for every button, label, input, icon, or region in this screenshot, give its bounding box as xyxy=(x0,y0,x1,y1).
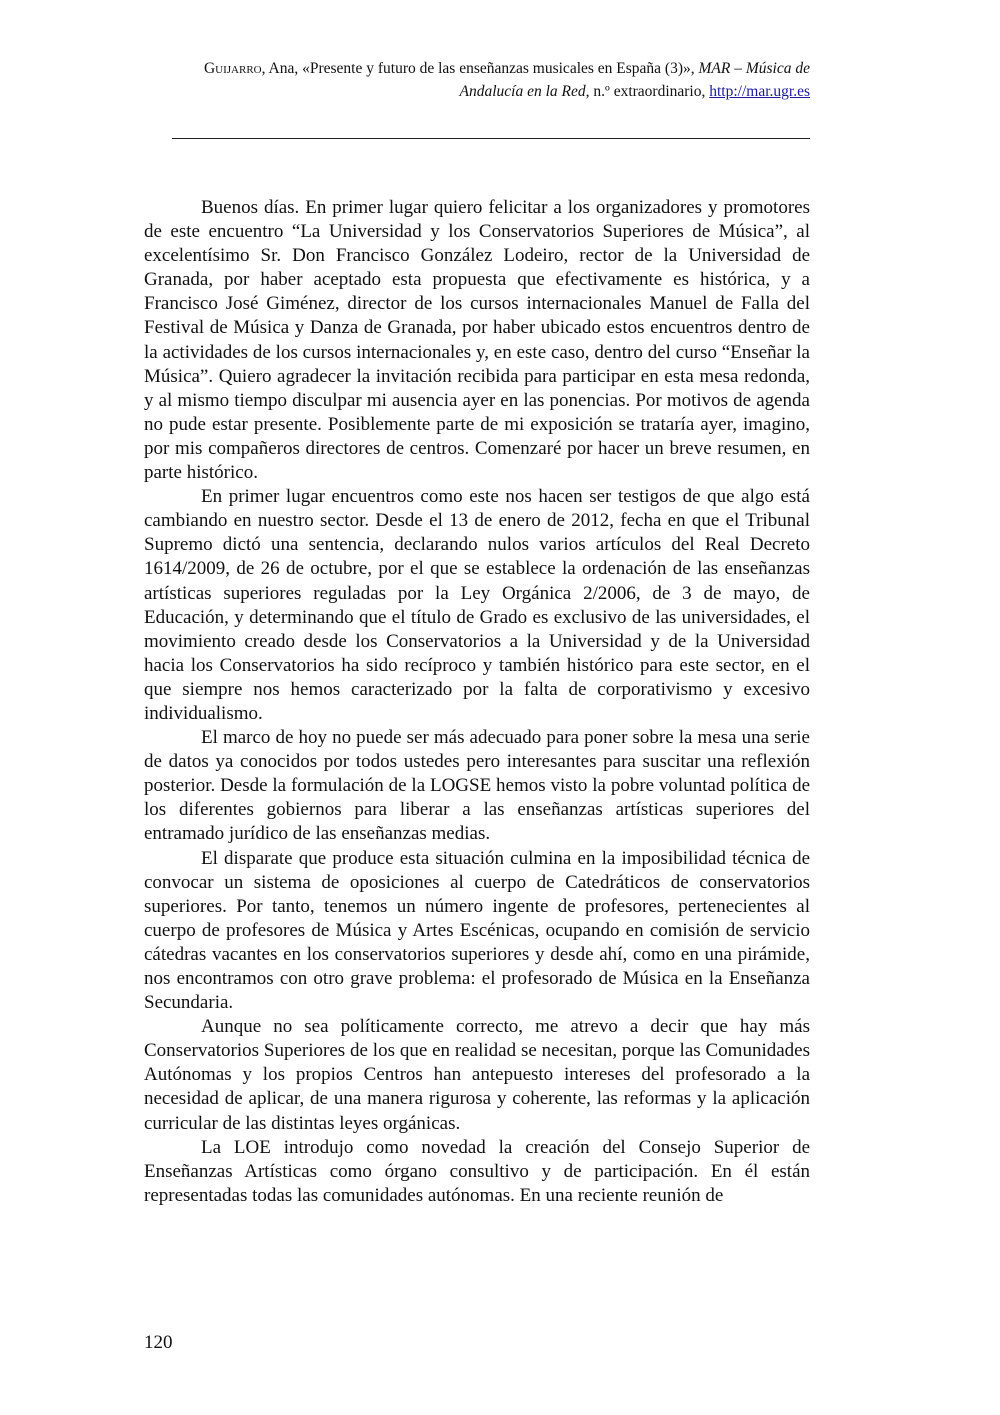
header-citation: , Ana, «Presente y futuro de las enseñanzas musicales en España (3)», xyxy=(261,60,699,77)
body-paragraph-1: Buenos días. En primer lugar quiero felicitar a los organizadores y promotores de este encuentro “La Universidad y los Conservatorios Superiores de Música”, al excelentísimo Sr. Don Francisco González Lodeiro, rector de la Universidad de Granada, por haber aceptado esta propuesta que efectivamente es histórica, y a Francisco José Giménez, director de los cursos internacionales Manuel de Falla del Festival de Música y Danza de Granada, por haber ubicado estos encuentros dentro de la actividades de los cursos internacionales y, en este caso, dentro del curso “Enseñar la Música”. Quiero agradecer la invitación recibida para participar en esta mesa redonda, y al mismo tiempo disculpar mi ausencia ayer en las ponencias. Por motivos de agenda no pude estar presente. Posiblemente parte de mi exposición se trataría ayer, imagino, por mis compañeros directores de centros. Comenzaré por hacer un breve resumen, en parte histórico. xyxy=(144,197,810,484)
body-paragraph-3: El marco de hoy no puede ser más adecuado para poner sobre la mesa una serie de datos ya conocidos por todos ustedes pero interesantes para suscitar una reflexión posterior. Desde la formulación de la LOGSE hemos visto la pobre voluntad política de los diferentes gobiernos para liberar a las enseñanzas artísticas superiores del entramado jurídico de las enseñanzas medias. xyxy=(144,727,810,845)
header-journal-subtitle: Andalucía en la Red, xyxy=(459,83,590,100)
header-issue: n.º extraordinario, xyxy=(589,83,710,100)
page-number: 120 xyxy=(144,1332,173,1353)
running-header xyxy=(172,57,810,103)
header-url-link[interactable]: http://mar.ugr.es xyxy=(709,83,810,100)
body-paragraph-6: La LOE introdujo como novedad la creación del Consejo Superior de Enseñanzas Artísticas como órgano consultivo y de participación. En él están representadas todas las comunidades autónomas. En una reciente reunión de xyxy=(144,1136,810,1206)
body-paragraph-5: Aunque no sea políticamente correcto, me atrevo a decir que hay más Conservatorios Superiores de los que en realidad se necesitan, porque las Comunidades Autónomas y los propios Centros han antepuesto intereses del profesorado a la necesidad de aplicar, de una manera rigurosa y coherente, las reformas y la aplicación curricular de las distintas leyes orgánicas. xyxy=(144,1016,810,1134)
body-paragraph-4: El disparate que produce esta situación culmina en la imposibilidad técnica de convocar un sistema de oposiciones al cuerpo de Catedráticos de conservatorios superiores. Por tanto, tenemos un número ingente de profesores, pertenecientes al cuerpo de profesores de Música y Artes Escénicas, ocupando en comisión de servicio cátedras vacantes en los conservatorios superiores y desde ahí, como en una pirámide, nos encontramos con otro grave problema: el profesorado de Música en la Enseñanza Secundaria. xyxy=(144,847,810,1014)
header-divider xyxy=(172,138,810,139)
body-paragraph-2: En primer lugar encuentros como este nos hacen ser testigos de que algo está cambiando en nuestro sector. Desde el 13 de enero de 2012, fecha en que el Tribunal Supremo dictó una sentencia, declarando nulos varios artículos del Real Decreto 1614/2009, de 26 de octubre, por el que se establece la ordenación de las enseñanzas artísticas superiores reguladas por la Ley Orgánica 2/2006, de 3 de mayo, de Educación, y determinando que el título de Grado es exclusivo de las universidades, el movimiento creado desde los Conservatorios a la Universidad y de la Universidad hacia los Conservatorios ha sido recíproco y también histórico para este sector, en el que siempre nos hemos caracterizado por la falta de corporativismo y excesivo individualismo. xyxy=(144,486,810,724)
article-body xyxy=(144,196,810,1208)
header-journal-title: MAR – Música de xyxy=(698,60,810,77)
header-author-surname: Guijarro xyxy=(203,60,262,77)
